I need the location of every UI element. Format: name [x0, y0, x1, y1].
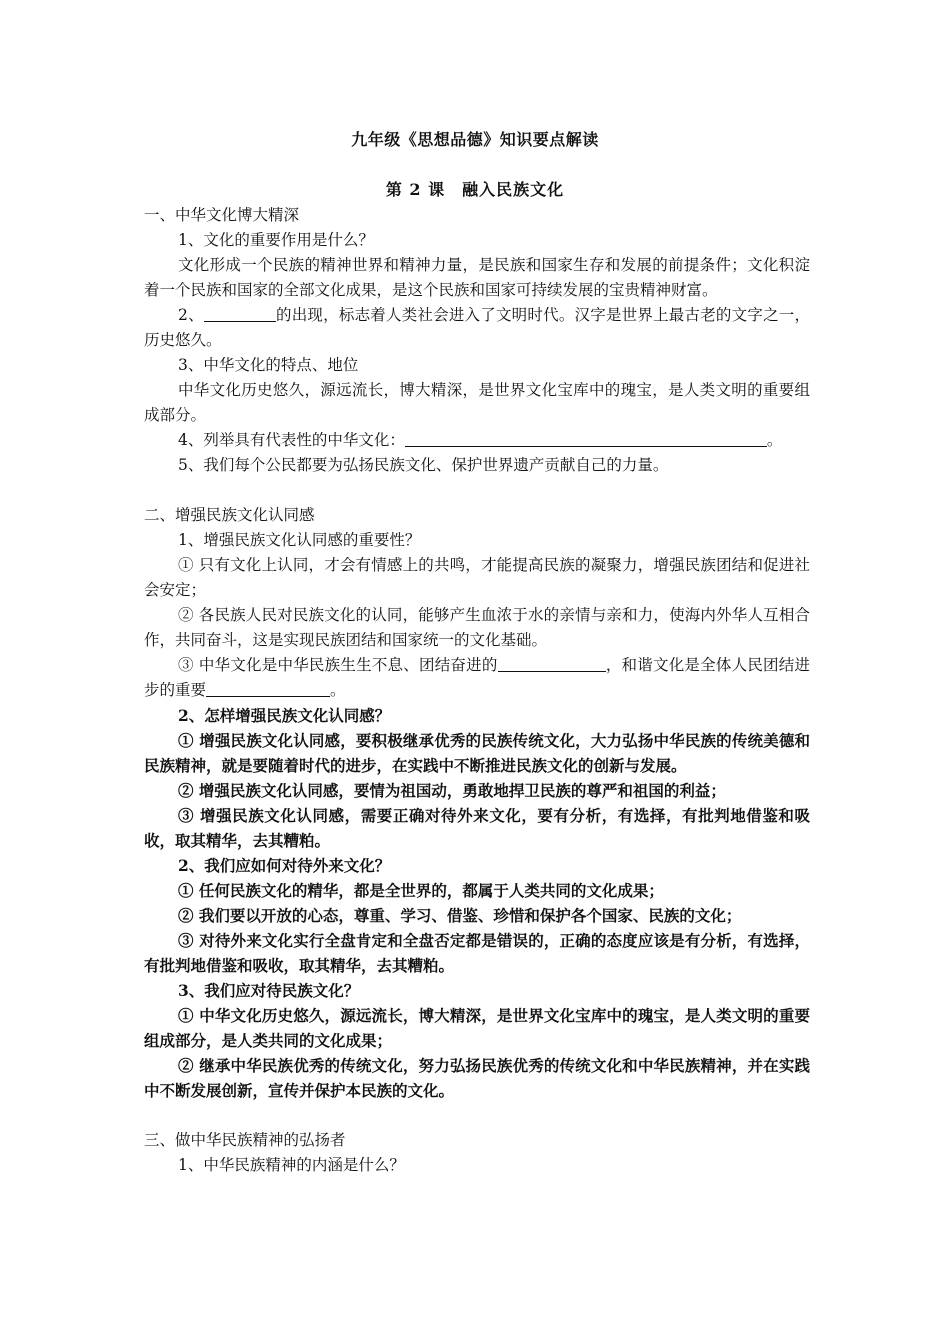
fill-blank: [206, 680, 330, 697]
s1-q4-prefix: 4、列举具有代表性的中华文化：: [178, 431, 405, 449]
s2-answer-1-2: ② 各民族人民对民族文化的认同，能够产生血浓于水的亲情与亲和力，使海内外华人互相合作，共同奋斗，这是实现民族团结和国家统一的文化基础。: [144, 606, 810, 649]
document-title: 九年级《思想品德》知识要点解读: [351, 130, 599, 149]
s2-question-2: 2、怎样增强民族文化认同感？: [178, 706, 391, 725]
s2-answer-4-1: ① 中华文化历史悠久，源远流长，博大精深，是世界文化宝库中的瑰宝，是人类文明的重要组成部分，是人类共同的文化成果；: [144, 1006, 810, 1050]
s2-answer-2-3: ③ 增强民族文化认同感，需要正确对待外来文化，要有分析，有选择，有批判地借鉴和吸收，取其精华，去其糟粕。: [144, 806, 810, 850]
section-3-heading: 三、做中华民族精神的弘扬者: [144, 1131, 346, 1149]
fill-blank: [405, 430, 767, 447]
fill-blank: [498, 655, 606, 672]
s2-question-4: 3、我们应对待民族文化？: [178, 981, 360, 1000]
s2-a13-middle: ，和谐文化是全体人民团结进步的重要: [144, 656, 810, 699]
s1-question-3: 3、中华文化的特点、地位: [178, 356, 359, 374]
s1-question-4: [144, 428, 810, 453]
document-body: [144, 203, 810, 1178]
s1-q2-prefix: 2、: [178, 306, 204, 324]
section-1-heading: 一、中华文化博大精深: [144, 206, 300, 224]
s2-answer-2-2: ② 增强民族文化认同感，要情为祖国动，勇敢地捍卫民族的尊严和祖国的利益；: [178, 781, 726, 800]
s1-q2-suffix: 的出现，标志着人类社会进入了文明时代。汉字是世界上最古老的文字之一，历史悠久。: [144, 306, 810, 349]
s2-answer-1-1: ① 只有文化上认同，才会有情感上的共鸣，才能提高民族的凝聚力，增强民族团结和促进社会安定；: [144, 556, 810, 599]
s2-question-3: 2、我们应如何对待外来文化？: [178, 856, 391, 875]
s2-answer-3-2: ② 我们要以开放的心态，尊重、学习、借鉴、珍惜和保护各个国家、民族的文化；: [178, 906, 742, 925]
s2-answer-1-3: [144, 653, 810, 703]
s1-answer-3: 中华文化历史悠久，源远流长，博大精深，是世界文化宝库中的瑰宝，是人类文明的重要组成部分。: [144, 381, 810, 424]
spacer: [144, 478, 810, 503]
s2-a13-suffix: 。: [330, 681, 346, 699]
s1-answer-1: 文化形成一个民族的精神世界和精神力量，是民族和国家生存和发展的前提条件；文化积淀着一个民族和国家的全部文化成果，是这个民族和国家可持续发展的宝贵精神财富。: [144, 256, 810, 299]
fill-blank: [204, 305, 276, 322]
s2-a13-prefix: ③ 中华文化是中华民族生生不息、团结奋进的: [178, 656, 498, 674]
s1-q4-suffix: 。: [766, 431, 783, 449]
s1-question-1: 1、文化的重要作用是什么？: [178, 231, 374, 249]
s1-question-5: 5、我们每个公民都要为弘扬民族文化、保护世界遗产贡献自己的力量。: [178, 456, 669, 474]
s2-answer-3-3: ③ 对待外来文化实行全盘肯定和全盘否定都是错误的，正确的态度应该是有分析，有选择，有批判地借鉴和吸收，取其精华，去其糟粕。: [144, 931, 810, 975]
spacer: [144, 1103, 810, 1128]
section-2-heading: 二、增强民族文化认同感: [144, 506, 315, 524]
s2-answer-3-1: ① 任何民族文化的精华，都是全世界的，都属于人类共同的文化成果；: [178, 881, 664, 900]
s2-question-1: 1、增强民族文化认同感的重要性？: [178, 531, 421, 549]
s2-answer-2-1: ① 增强民族文化认同感，要积极继承优秀的民族传统文化，大力弘扬中华民族的传统美德和民族精神，就是要随着时代的进步，在实践中不断推进民族文化的创新与发展。: [144, 731, 810, 775]
s3-question-1: 1、中华民族精神的内涵是什么？: [178, 1156, 405, 1174]
s2-answer-4-2: ② 继承中华民族优秀的传统文化，努力弘扬民族优秀的传统文化和中华民族精神，并在实践中不断发展创新，宣传并保护本民族的文化。: [144, 1056, 810, 1100]
s1-question-2: [144, 303, 810, 353]
lesson-title: 第 2 课 融入民族文化: [385, 180, 565, 199]
